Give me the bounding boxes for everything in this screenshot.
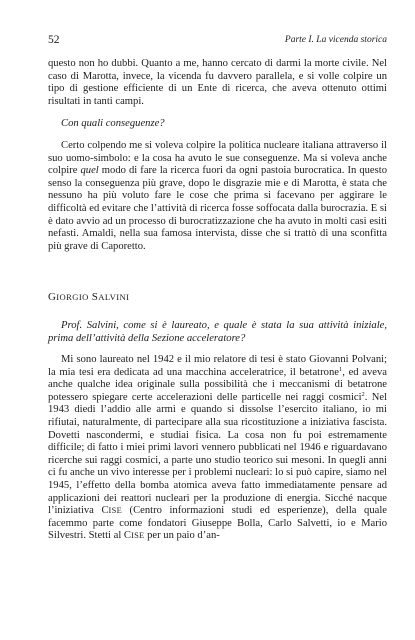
paragraph-continuation: questo non ho dubbi. Quanto a me, hanno cercato di darmi la morte civile. Nel caso di Marotta, invece, la vicenda fu davvero parallela, e si volle colpire un tipo di gestione efficiente di un Ente di ricerca, che aveva ottenuto ottimi risultati in tanti campi.	[48, 58, 387, 107]
answer-text: modo di fare la ricerca fuori da ogni pastoia burocratica. In questo senso la conseguenza più grave, dopo le disgrazie mie e di Marotta, è stata che nessuno ha più voluto fare le cose che prima si facevano per aggirare le difficoltà ed evitare che l’attività di ricerca fosse soffocata dalla burocrazia. E si è dato avvio ad un processo di burocratizzazione che ha avuto in molti casi esiti nefasti. Amaldi, nella sua famosa intervista, disse che si trattò di una sconfitta più grave di Caporetto.	[48, 165, 387, 252]
acronym-cise: CISE	[123, 530, 145, 542]
running-head: Parte I. La vicenda storica	[284, 35, 387, 45]
acronym-cise: CISE	[101, 505, 122, 517]
paragraph-answer-consequences	[48, 140, 387, 253]
interview-question-consequences: Con quali conseguenze?	[61, 118, 165, 130]
paragraph-answer-career: Mi sono laureato nel 1942 e il mio relatore di tesi è stato Giovanni Polvani; la mia tesi era dedicata ad una macchina acceleratrice, il betatrone$^1$, ed aveva anche qualche idea originale sulla possibilità che i meccanismi di betatrone potessero spiegare certe accelerazioni delle particelle nei raggi cosmici$^2$. Nel 1943 diedi l’addio alle armi e quando si dissolse l’esercito italiano, io mi rifiutai, naturalmente, di partecipare alla sua ricostituzione a iniziativa fascista. Dovetti nascondermi, e studiai fisica. La cosa non fu poi estremamente difficile; di fatto i miei primi lavori vennero pubblicati nel 1946 e riguardavano ricerche sui raggi cosmici, a parte uno studio teorico sui mesoni. In quegli anni ci fu anche un vivo interesse per i problemi nucleari: lo si può capire, siamo nel 1945, l’effetto della bomba atomica aveva fatto immediatamente pensare ad applicazioni dei reattori nucleari per la produzione di energia. Sicché nacque l’iniziativa CISE (Centro informazioni studi ed esperienze), della quale facemmo parte come fondatori Giuseppe Bolla, Carlo Salvetti, io e Mario Silvestri. Stetti al CISE per un paio d’an-	[48, 354, 388, 542]
footnote-ref-1[interactable]: 1	[338, 365, 343, 373]
page-body	[48, 58, 387, 543]
emphasis-word: quel	[80, 165, 99, 177]
page-number: 52	[48, 34, 60, 46]
interview-question-career: Prof. Salvini, come si è laureato, e quale è stata la sua attività iniziale, prima dell’attività della Sezione acceleratore?	[48, 319, 387, 344]
speaker-heading: GIORGIO SALVINI	[48, 291, 130, 304]
footnote-ref-2[interactable]: 2	[361, 390, 365, 398]
answer-text: Certo colpendo me si voleva colpire la politica nucleare italiana attraverso il suo uomo-simbolo: e la cosa ha avuto le sue conseguenze. Ma si voleva anche colpire	[48, 139, 387, 177]
page-header	[48, 34, 387, 50]
